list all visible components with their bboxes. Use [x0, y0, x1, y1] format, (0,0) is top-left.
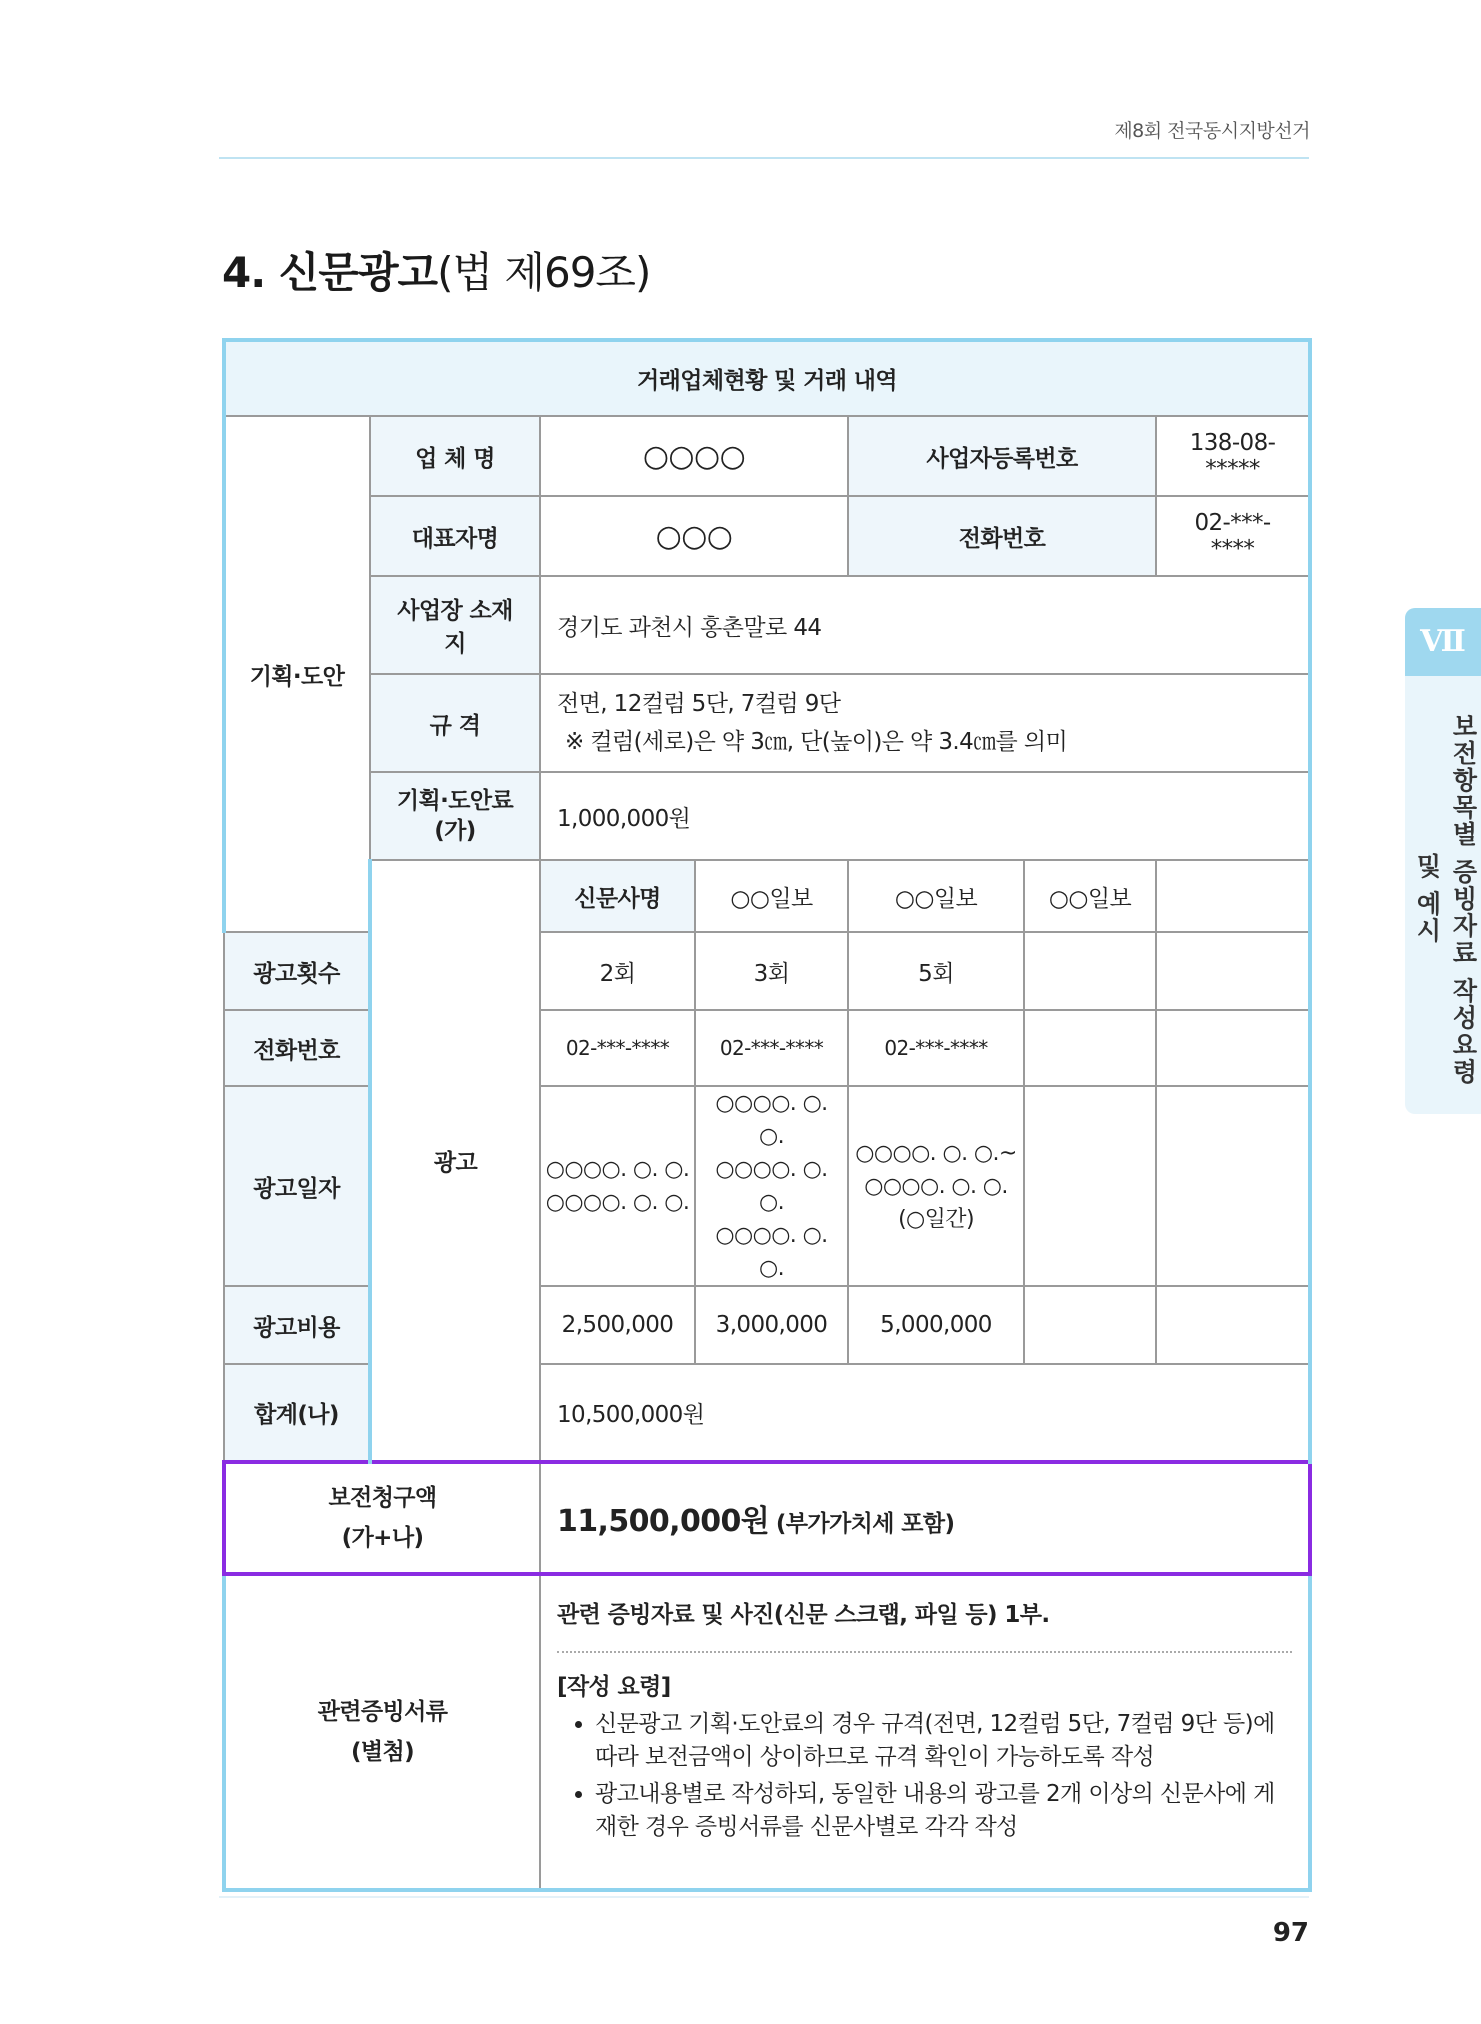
ad-date-1-line-2: ○○○○. ○. ○. [545, 1190, 690, 1215]
ad-date-empty-2 [1156, 1086, 1310, 1286]
ad-count-empty-1 [1024, 932, 1156, 1010]
page-number: 97 [1272, 1918, 1309, 1948]
chapter-number: Ⅶ [1405, 608, 1481, 676]
ad-count-1: 2회 [540, 932, 695, 1010]
ad-date-1 [540, 1086, 695, 1286]
design-fee-value: 1,000,000원 [540, 772, 1310, 860]
docs-attached: 관련 증빙자료 및 사진(신문 스크랩, 파일 등) 1부. [557, 1576, 1292, 1653]
spec-line-1: 전면, 12컬럼 5단, 7컬럼 9단 [557, 691, 841, 717]
design-fee-label-1: 기획·도안료 [396, 788, 514, 814]
newspaper-2: ○○일보 [848, 860, 1024, 932]
ad-total-label: 합계(나) [224, 1364, 370, 1462]
company-name-label: 업 체 명 [370, 416, 540, 496]
docs-guide-item: • 신문광고 기획·도안료의 경우 규격(전면, 12컬럼 5단, 7컬럼 9단 등)에 따라 보전금액이 상이하므로 규격 확인이 가능하도록 작성 [595, 1708, 1292, 1774]
newspaper-empty-1 [1156, 860, 1310, 932]
newspaper-3: ○○일보 [1024, 860, 1156, 932]
spec-line-2: ※ 컬럼(세로)은 약 3㎝, 단(높이)은 약 3.4㎝를 의미 [565, 729, 1068, 755]
table-heading: 거래업체현황 및 거래 내역 [224, 340, 1310, 416]
rep-name-value: ○○○ [540, 496, 848, 576]
claim-label-2: (가+나) [341, 1525, 424, 1551]
ad-cost-empty-1 [1024, 1286, 1156, 1364]
ad-date-empty-1 [1024, 1086, 1156, 1286]
ad-date-1-line-1: ○○○○. ○. ○. [545, 1157, 690, 1182]
claim-value [540, 1462, 1310, 1574]
rep-name-label: 대표자명 [370, 496, 540, 576]
section-planning-label: 기획·도안 [224, 416, 370, 932]
design-fee-label-2: (가) [434, 818, 476, 844]
address-label: 사업장 소재지 [370, 576, 540, 674]
docs-label-1: 관련증빙서류 [317, 1699, 448, 1725]
docs-guide [557, 1653, 1292, 1862]
company-phone-value: 02-***-**** [1156, 496, 1310, 576]
header-divider [219, 157, 1309, 159]
ad-date-2-line-3: ○○○○. ○. ○. [715, 1223, 828, 1281]
docs-guide-item: • 광고내용별로 작성하되, 동일한 내용의 광고를 2개 이상의 신문사에 게재한 경우 증빙서류를 신문사별로 각각 작성 [595, 1778, 1292, 1844]
bizno-label: 사업자등록번호 [848, 416, 1156, 496]
ad-phone-2: 02-***-**** [695, 1010, 848, 1086]
ad-cost-2: 3,000,000 [695, 1286, 848, 1364]
page-title-main: 4. 신문광고 [222, 248, 438, 297]
newspaper-label: 신문사명 [540, 860, 695, 932]
ad-phone-empty-2 [1156, 1010, 1310, 1086]
ad-phone-3: 02-***-**** [848, 1010, 1024, 1086]
running-header: 제8회 전국동시지방선거 [1114, 120, 1310, 142]
ad-date-3-line-2: ○○○○. ○. ○. [864, 1173, 1008, 1199]
ad-count-3: 5회 [848, 932, 1024, 1010]
ad-total-value: 10,500,000원 [540, 1364, 1310, 1462]
ad-date-3-line-3: (○일간) [898, 1206, 974, 1232]
ad-cost-empty-2 [1156, 1286, 1310, 1364]
ad-date-2 [695, 1086, 848, 1286]
claim-amount: 11,500,000원 [557, 1504, 770, 1539]
ad-date-3-line-1: ○○○○. ○. ○.~ [855, 1140, 1017, 1166]
ad-phone-empty-1 [1024, 1010, 1156, 1086]
ad-cost-3: 5,000,000 [848, 1286, 1024, 1364]
footer-divider [219, 1896, 1309, 1898]
chapter-label: 보전항목별 증빙자료 작성요령 및 예시 [1413, 712, 1478, 1086]
ad-date-label: 광고일자 [224, 1086, 370, 1286]
design-fee-label [370, 772, 540, 860]
ad-cost-label: 광고비용 [224, 1286, 370, 1364]
ad-cost-1: 2,500,000 [540, 1286, 695, 1364]
company-name-value: ○○○○ [540, 416, 848, 496]
docs-guide-list [557, 1708, 1292, 1844]
newspaper-1: ○○일보 [695, 860, 848, 932]
ad-phone-label: 전화번호 [224, 1010, 370, 1086]
address-value: 경기도 과천시 홍촌말로 44 [540, 576, 1310, 674]
ad-count-empty-2 [1156, 932, 1310, 1010]
docs-guide-title: [작성 요령] [557, 1674, 671, 1700]
section-ad-label: 광고 [370, 860, 540, 1462]
docs-label [224, 1574, 540, 1890]
ad-date-2-line-2: ○○○○. ○. ○. [715, 1157, 828, 1215]
ad-count-2: 3회 [695, 932, 848, 1010]
page-title-sub: (법 제69조) [437, 248, 651, 297]
page-title [222, 240, 650, 300]
ad-phone-1: 02-***-**** [540, 1010, 695, 1086]
claim-note: (부가가치세 포함) [775, 1511, 955, 1537]
claim-label-1: 보전청구액 [328, 1485, 437, 1511]
claim-label [224, 1462, 540, 1574]
transaction-table [222, 338, 1312, 1892]
spec-label: 규 격 [370, 674, 540, 772]
docs-content [540, 1574, 1310, 1890]
spec-value [540, 674, 1310, 772]
ad-date-2-line-1: ○○○○. ○. ○. [715, 1091, 828, 1149]
company-phone-label: 전화번호 [848, 496, 1156, 576]
chapter-side-tab [1405, 608, 1481, 1114]
ad-count-label: 광고횟수 [224, 932, 370, 1010]
ad-date-3 [848, 1086, 1024, 1286]
bizno-value: 138-08-***** [1156, 416, 1310, 496]
docs-label-2: (별첨) [350, 1739, 415, 1765]
